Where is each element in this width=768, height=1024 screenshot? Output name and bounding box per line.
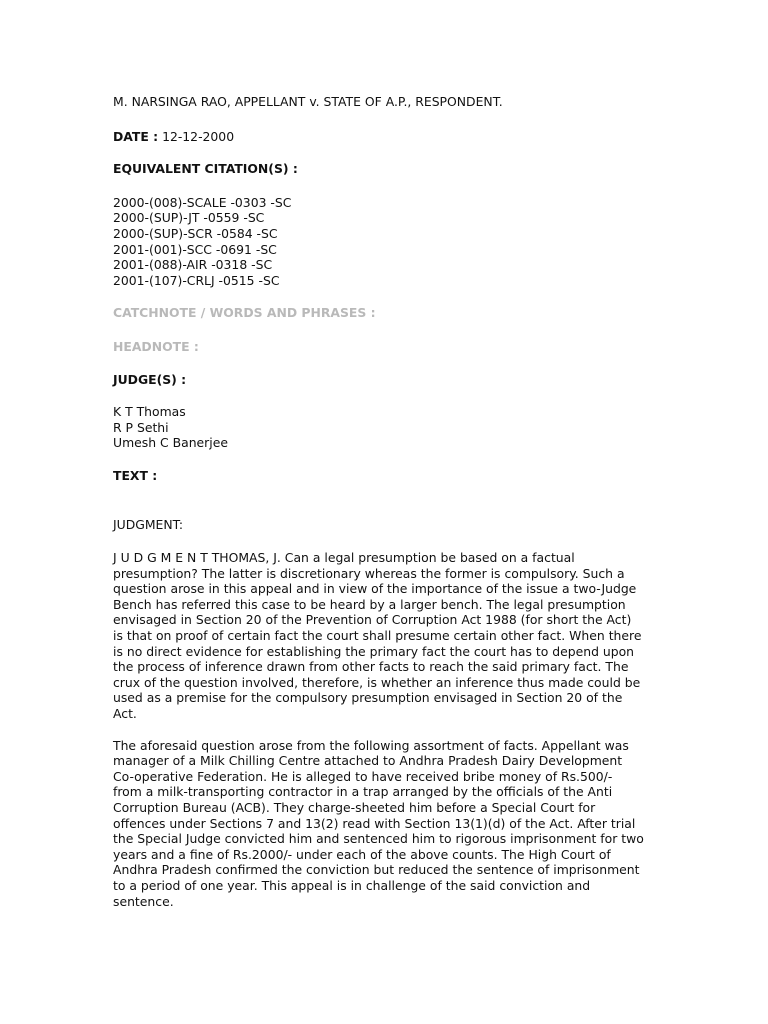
paragraph-line: Co-operative Federation. He is alleged to have received bribe money of Rs.500/- [113, 768, 613, 784]
paragraph-line: J U D G M E N T THOMAS, J. Can a legal presumption be based on a factual [113, 550, 575, 566]
paragraph-line: used as a premise for the compulsory presumption envisaged in Section 20 of the [113, 690, 623, 706]
paragraph-line: crux of the question involved, therefore, is whether an inference thus made could be [113, 674, 641, 690]
paragraph-line: envisaged in Section 20 of the Prevention of Corruption Act 1988 (for short the Act) [113, 612, 632, 628]
paragraph-line: sentence. [113, 893, 174, 909]
judgment-heading: JUDGMENT: [113, 516, 184, 532]
citation-item: 2001-(088)-AIR -0318 -SC [113, 257, 273, 273]
paragraph-line: Act. [113, 706, 137, 722]
case-title: M. NARSINGA RAO, APPELLANT v. STATE OF A.P., RESPONDENT. [113, 94, 503, 109]
paragraph-line: manager of a Milk Chilling Centre attached to Andhra Pradesh Dairy Development [113, 753, 623, 769]
paragraph-line: question arose in this appeal and in view of the importance of the issue a two-Judge [113, 581, 637, 597]
paragraph-line: Corruption Bureau (ACB). They charge-sheeted him before a Special Court for [113, 800, 596, 815]
citation-item: 2001-(001)-SCC -0691 -SC [113, 241, 277, 257]
document-body [113, 94, 653, 909]
paragraph-line: is no direct evidence for establishing the primary fact the court has to depend upon [113, 643, 635, 659]
judge-name: R P Sethi [113, 419, 169, 435]
paragraph-line: years and a fine of Rs.2000/- under each of the above counts. The High Court of [113, 846, 611, 862]
date-label: DATE : [113, 128, 159, 144]
paragraph-line: is that on proof of certain fact the court shall presume certain other fact. When there [113, 628, 642, 644]
date-value: 12-12-2000 [162, 128, 235, 144]
judgment-paragraph-1 [113, 550, 653, 722]
catchnote-heading: CATCHNOTE / WORDS AND PHRASES : [113, 305, 376, 321]
paragraph-line: Andhra Pradesh confirmed the conviction but reduced the sentence of imprisonment [113, 862, 640, 878]
judge-list [113, 404, 653, 451]
citation-item: 2001-(107)-CRLJ -0515 -SC [113, 272, 280, 288]
headnote-heading: HEADNOTE : [113, 338, 199, 354]
paragraph-line: offences under Sections 7 and 13(2) read with Section 13(1)(d) of the Act. After trial [113, 815, 636, 831]
citation-list [113, 195, 653, 289]
text-heading: TEXT : [113, 467, 158, 483]
paragraph-line: The aforesaid question arose from the following assortment of facts. Appellant was [113, 737, 629, 753]
citation-item: 2000-(SUP)-SCR -0584 -SC [113, 225, 278, 241]
date-row [113, 129, 653, 145]
paragraph-line: to a period of one year. This appeal is in challenge of the said conviction and [113, 877, 591, 893]
citation-item: 2000-(SUP)-JT -0559 -SC [113, 210, 265, 226]
judgment-paragraph-2 [113, 738, 653, 910]
paragraph-line: Bench has referred this case to be heard by a larger bench. The legal presumption [113, 596, 626, 612]
citations-heading: EQUIVALENT CITATION(S) : [113, 161, 298, 177]
paragraph-line: the Special Judge convicted him and sentenced him to rigorous imprisonment for two [113, 831, 644, 847]
paragraph-line: from a milk-transporting contractor in a trap arranged by the officials of the Anti [113, 784, 613, 800]
judge-name: K T Thomas [113, 404, 186, 420]
judges-heading: JUDGE(S) : [113, 371, 187, 387]
judge-name: Umesh C Banerjee [113, 435, 228, 451]
paragraph-line: the process of inference drawn from other facts to reach the said primary fact. The [113, 659, 629, 675]
paragraph-line: presumption? The latter is discretionary whereas the former is compulsory. Such a [113, 565, 625, 581]
citation-item: 2000-(008)-SCALE -0303 -SC [113, 194, 292, 210]
